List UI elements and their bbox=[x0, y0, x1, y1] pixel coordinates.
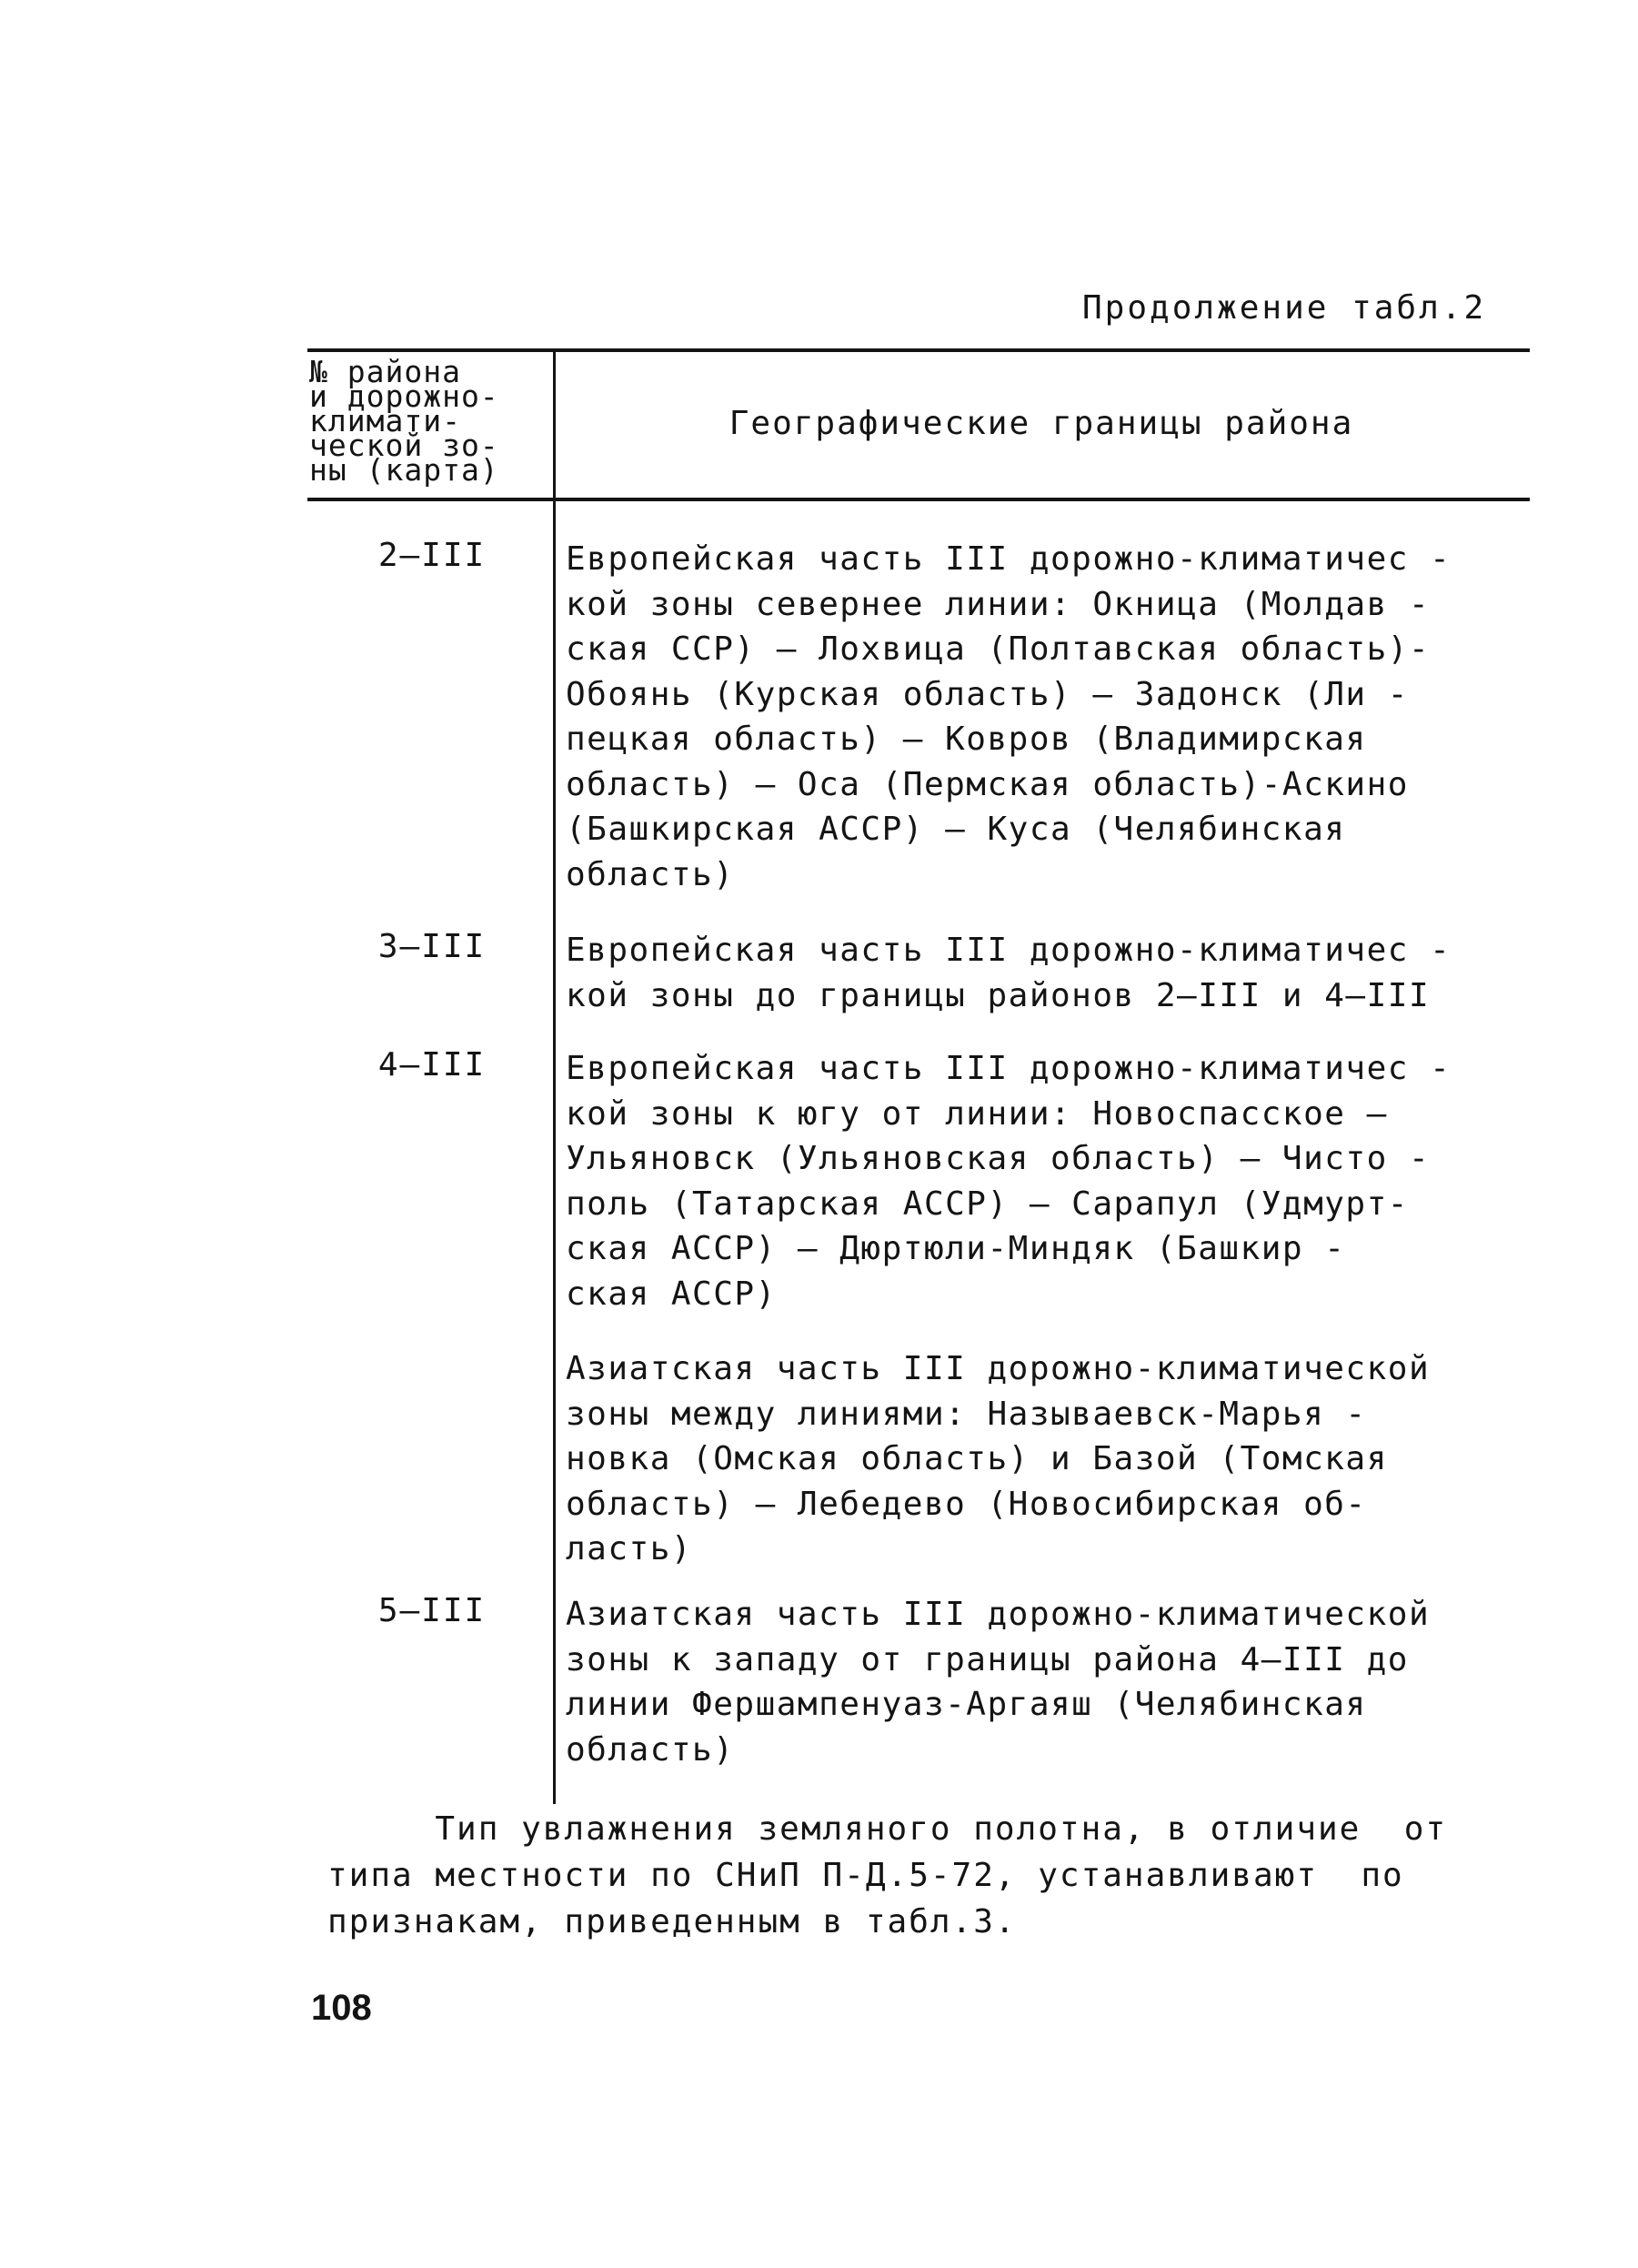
district-boundary-text: Европейская часть III дорожно-климатичес - кой зоны севернее линии: Окница (Молдав - ская ССР) – Лохвица (Полтавская область)- Обоянь (Курская область) – Задонск (Ли - пецкая область) – Ковров (Владимирская область) – Оса (Пермская область)-Аскино (Башкирская АССР) – Куса (Челябинская область) bbox=[566, 540, 1452, 893]
district-boundary-text: Азиатская часть III дорожно-климатической зоны к западу от границы района 4–III до линии Фершампенуаз-Аргаяш (Челябинская область) bbox=[566, 1596, 1431, 1769]
district-number: 2–III bbox=[377, 537, 487, 574]
district-boundary-text: Европейская часть III дорожно-климатичес - кой зоны до границы районов 2–III и 4–III bbox=[566, 932, 1452, 1014]
page-number: 108 bbox=[311, 1988, 372, 2028]
district-boundary-text: Азиатская часть III дорожно-климатической зоны между линиями: Называевск-Марья - новка (Омская область) и Базой (Томская область) – Лебедево (Новосибирская об- ласть) bbox=[566, 1350, 1431, 1567]
district-boundary-text: Европейская часть III дорожно-климатичес - кой зоны к югу от линии: Новоспасское – Ульяновск (Ульяновская область) – Чисто - поль (Татарская АССР) – Сарапул (Удмурт- ская АССР) – Дюртюли-Миндяк (Башкир - ская АССР) bbox=[566, 1050, 1452, 1313]
body-paragraph: Тип увлажнения земляного полотна, в отличие от типа местности по СНиП П-Д.5-72, устанавливают по признакам, приведенным в табл.3. bbox=[327, 1810, 1448, 1940]
district-number: 3–III bbox=[377, 928, 487, 965]
table-top-rule bbox=[307, 348, 1530, 352]
header-district-number: № района и дорожно- климати- ческой зо- ны (карта) bbox=[309, 354, 499, 488]
header-geographic-boundaries: Географические границы района bbox=[729, 405, 1354, 442]
district-number: 5–III bbox=[377, 1592, 487, 1629]
table-caption: Продолжение табл.2 bbox=[1082, 289, 1487, 327]
district-number: 4–III bbox=[377, 1046, 487, 1084]
table-header-rule bbox=[307, 498, 1530, 501]
